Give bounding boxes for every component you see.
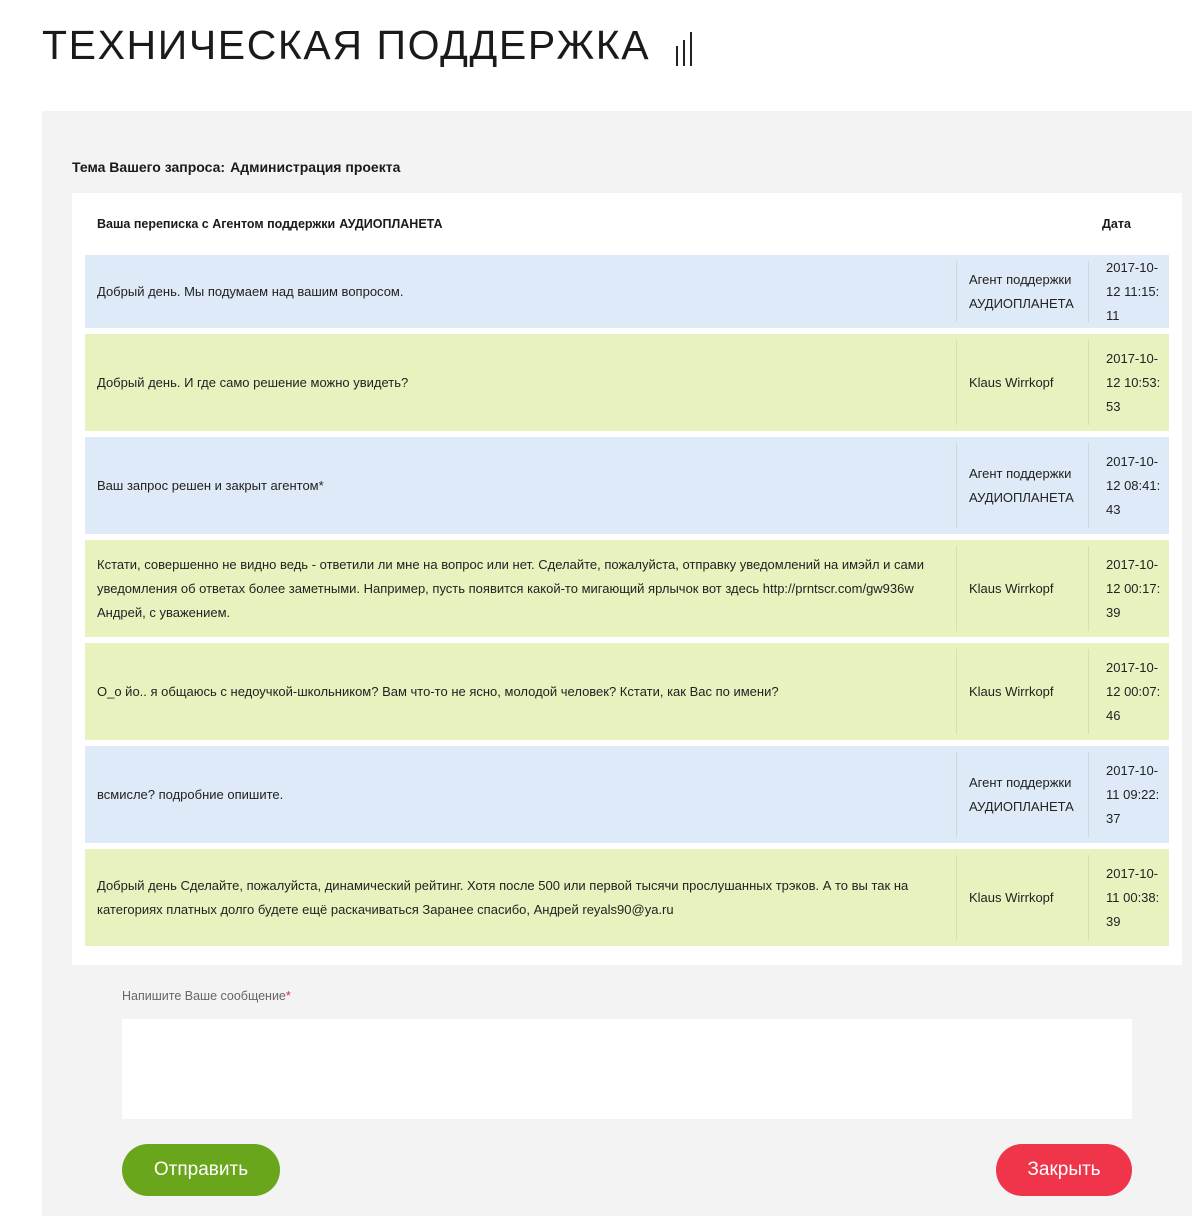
message-text: Добрый день. И где само решение можно увидеть? xyxy=(97,374,409,390)
message-date: 2017-10-11 00:38:39 xyxy=(1106,865,1160,929)
message-text: О_о йо.. я общаюсь с недоучкой-школьником? Вам что-то не ясно, молодой человек? Кстати, как Вас по имени? xyxy=(97,683,779,699)
message-input-label-text: Напишите Ваше сообщение xyxy=(122,989,286,1003)
topic-label: Тема Вашего запроса: xyxy=(72,159,226,175)
message-row xyxy=(85,849,1169,946)
message-row xyxy=(85,540,1169,637)
message-date: 2017-10-12 08:41:43 xyxy=(1106,453,1161,517)
request-topic xyxy=(72,159,400,175)
support-panel xyxy=(42,111,1192,1216)
close-button[interactable]: Закрыть xyxy=(996,1144,1132,1196)
conversation-header-text: Ваша переписка с Агентом поддержки xyxy=(97,217,336,231)
message-row xyxy=(85,334,1169,431)
topic-value: Администрация проекта xyxy=(230,159,401,175)
message-input-label xyxy=(122,989,291,1003)
message-author: Klaus Wirrkopf xyxy=(956,649,1089,734)
message-row xyxy=(85,746,1169,843)
conversation-table xyxy=(72,193,1182,965)
message-text: Добрый день. Мы подумаем над вашим вопросом. xyxy=(97,283,404,299)
message-text: Кстати, совершенно не видно ведь - ответили ли мне на вопрос или нет. Сделайте, пожалуйста, отправку уведомлений на имэйл и сами уведомления об ответах более заметными. Например, пусть появится какой-то мигающий ярлычок вот здесь http://prntscr.com/gw936w Андрей, с уважением. xyxy=(97,556,924,620)
conversation-header-brand: АУДИОПЛАНЕТА xyxy=(339,217,443,231)
equalizer-icon xyxy=(676,26,692,66)
required-mark: * xyxy=(285,989,291,1003)
message-input[interactable] xyxy=(122,1019,1132,1119)
message-author: Klaus Wirrkopf xyxy=(956,855,1089,940)
conversation-header-title xyxy=(97,217,443,231)
send-button[interactable]: Отправить xyxy=(122,1144,280,1196)
message-text: Добрый день Сделайте, пожалуйста, динамический рейтинг. Хотя после 500 или первой тысячи прослушанных трэков. А то вы так на категориях платных долго будете ещё раскачиваться Заранее спасибо, Андрей reyals90@ya.ru xyxy=(97,877,909,917)
message-row xyxy=(85,437,1169,534)
conversation-header xyxy=(72,193,1182,255)
message-author: Агент поддержки АУДИОПЛАНЕТА xyxy=(956,752,1089,837)
message-row xyxy=(85,255,1169,328)
message-date: 2017-10-12 00:07:46 xyxy=(1106,659,1161,723)
date-column-header: Дата xyxy=(1102,217,1131,231)
message-date: 2017-10-12 11:15:11 xyxy=(1106,259,1160,323)
message-text: всмисле? подробние опишите. xyxy=(97,786,284,802)
page-title: ТЕХНИЧЕСКАЯ ПОДДЕРЖКА xyxy=(42,22,651,68)
page-title-block xyxy=(42,22,692,69)
message-text: Ваш запрос решен и закрыт агентом* xyxy=(97,477,324,493)
message-date: 2017-10-12 00:17:39 xyxy=(1106,556,1161,620)
message-author: Klaus Wirrkopf xyxy=(956,546,1089,631)
message-date: 2017-10-11 09:22:37 xyxy=(1106,762,1160,826)
message-date: 2017-10-12 10:53:53 xyxy=(1106,350,1161,414)
message-author: Агент поддержки АУДИОПЛАНЕТА xyxy=(956,261,1089,322)
message-author: Klaus Wirrkopf xyxy=(956,340,1089,425)
message-row xyxy=(85,643,1169,740)
message-author: Агент поддержки АУДИОПЛАНЕТА xyxy=(956,443,1089,528)
